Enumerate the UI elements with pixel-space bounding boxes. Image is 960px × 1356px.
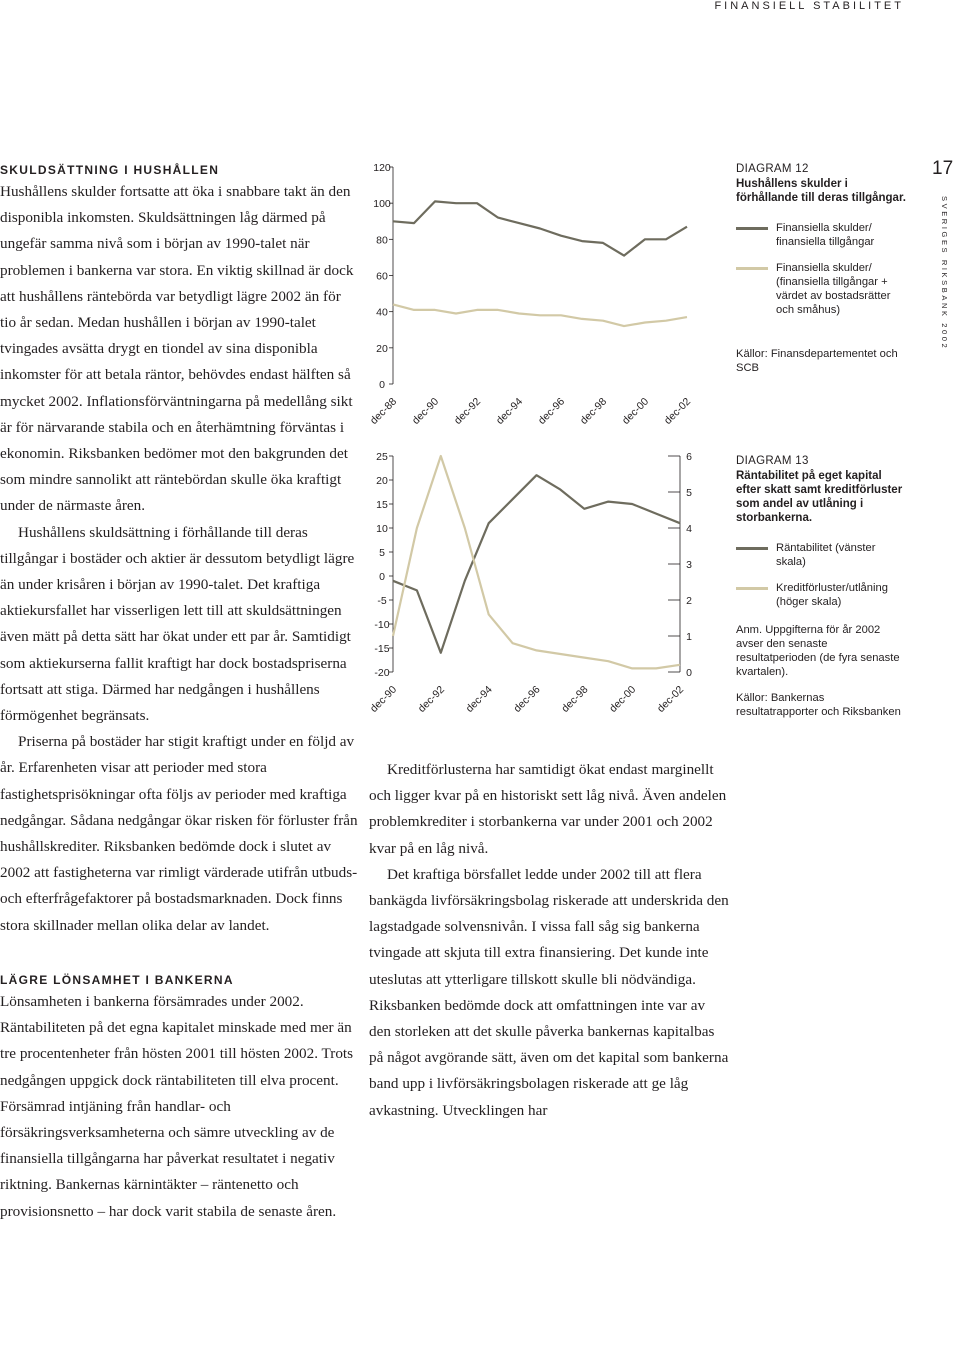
diagram-12-caption — [736, 163, 906, 375]
legend-swatch-dark — [736, 547, 768, 550]
diagram-13-caption — [736, 455, 906, 719]
diagram-12-source: Källor: Finansdepartementet och SCB — [736, 348, 898, 374]
legend-label: Finansiella skulder/ (finansiella tillgångar + värdet av bostadsrätter och småhus) — [776, 262, 891, 316]
legend-swatch-dark — [736, 227, 768, 230]
legend-swatch-light — [736, 267, 768, 270]
legend-label: Finansiella skulder/ finansiella tillgångar — [776, 222, 875, 248]
y-tick-label: 100 — [373, 198, 391, 211]
paragraph: Det kraftiga börsfallet ledde under 2002 till att flera bankägda livförsäkringsbolag riskerade att underskrida den lagstadgade solvensnivån. I vissa fall såg sig bankerna tvingade att skjuta till extra finansiering. Det kunde inte uteslutas att ytterligare tillskott skulle bli nödvändiga. Riksbanken bedömde dock att omfattningen inte var av den storleken att det skulle påverka bankernas kapitalbas på något avgörande sätt, även om det kapital som bankerna band upp i livförsäkringsbolagen riskerade att ge låg avkastning. Utvecklingen har — [369, 865, 729, 1119]
diagram-13-chart — [360, 445, 705, 730]
left-y-tick-label: 5 — [379, 547, 385, 559]
x-tick-label: dec-92 — [451, 395, 484, 427]
x-tick-label: dec-94 — [493, 395, 526, 427]
x-tick-label: dec-00 — [619, 395, 652, 427]
right-y-tick-label: 0 — [686, 667, 692, 679]
page-number: 17 — [932, 158, 954, 179]
x-tick-label: dec-94 — [463, 683, 495, 715]
x-tick-label: dec-02 — [661, 395, 694, 427]
x-tick-label: dec-96 — [511, 683, 543, 715]
x-tick-label: dec-90 — [409, 395, 442, 427]
left-y-tick-label: 20 — [376, 475, 388, 487]
left-y-tick-label: 10 — [376, 523, 388, 535]
diagram-13-title: Räntabilitet på eget kapital efter skatt samt kreditförluster som andel av utlåning i storbankerna. — [736, 470, 903, 524]
paragraph: Priserna på bostäder har stigit kraftigt under en följd av år. Erfarenheten visar att perioder med stora fastighetsprisökningar ofta följs av perioder med kraftiga nedgångar. Sådana nedgångar ökar risken för förluster från hushållskrediter. Riksbanken bedömde dock i slutet av 2002 att fastigheterna var rimligt värderade utifrån utbuds- och efterfrågefaktorer på bostadsmarknaden. Dock finns stora skillnader mellan olika delar av landet. — [0, 733, 358, 934]
diagram-12-chart — [360, 155, 705, 430]
diagram-13-label: DIAGRAM 13 — [736, 455, 809, 467]
legend-item — [736, 221, 906, 249]
y-tick-label: 0 — [379, 379, 385, 391]
x-tick-label: dec-98 — [577, 395, 610, 427]
legend-label: Räntabilitet (vänster skala) — [776, 542, 876, 568]
diagram-12-title: Hushållens skulder i förhållande till deras tillgångar. — [736, 178, 906, 204]
right-y-tick-label: 2 — [686, 595, 692, 607]
y-tick-label: 60 — [376, 270, 388, 283]
paragraph: Lönsamheten i bankerna försämrades under 2002. Räntabiliteten på det egna kapitalet minskade med mer än tre procentenheter från hösten 2001 till hösten 2002. Trots nedgången uppgick dock räntabiliteten till elva procent. Försämrad intjäning från handlar- och försäkringsverksamheterna och sämre utveckling av de finansiella tillgångarna har påverkat resultatet i negativ riktning. Bankernas kärnintäkter – räntenetto och provisionsnetto – har dock varit stabila de senaste åren. — [0, 992, 354, 1220]
left-y-tick-label: 15 — [376, 499, 388, 511]
x-tick-label: dec-96 — [535, 395, 568, 427]
y-tick-label: 40 — [376, 306, 388, 319]
running-head: FINANSIELL STABILITET — [714, 0, 904, 12]
y-tick-label: 20 — [376, 342, 388, 355]
legend-item — [736, 581, 906, 609]
middle-text-column — [369, 757, 729, 1124]
left-y-tick-label: -15 — [374, 643, 390, 655]
series-line-2 — [393, 456, 680, 668]
x-tick-label: dec-88 — [367, 395, 400, 427]
diagram-12-label: DIAGRAM 12 — [736, 163, 809, 175]
y-tick-label: 120 — [373, 162, 391, 174]
series-line-2 — [393, 304, 687, 326]
x-tick-label: dec-98 — [559, 683, 591, 715]
left-y-tick-label: 25 — [376, 451, 388, 463]
series-line-1 — [393, 201, 687, 255]
paragraph: Hushållens skulder fortsatte att öka i snabbare takt än den disponibla inkomsten. Skuldsättningen låg därmed på ungefär samma nivå som i början av 1990-talet när problemen i bankerna var stora. En viktig skillnad är dock att hushållens räntebörda var betydligt lägre 2002 än för tio år sedan. Medan hushållen i början av 1990-talet tvingades avsätta drygt en tiondel av sina disponibla inkomster för att betala räntor, behövdes endast hälften så mycket 2002. Inflationsförväntningarna på medellång sikt är för närvarande stabila och en återhämtning förväntas i ekonomin. Riksbanken bedömer mot den bakgrunden det som mindre sannolikt att räntebördan skulle öka kraftigt under de närmaste åren. — [0, 183, 354, 515]
section-heading-household-debt: SKULDSÄTTNING I HUSHÅLLEN — [0, 163, 220, 177]
section-heading-bank-profitability: LÄGRE LÖNSAMHET I BANKERNA — [0, 972, 234, 987]
x-tick-label: dec-92 — [415, 683, 447, 715]
legend-item — [736, 261, 906, 317]
diagram-13-note: Anm. Uppgifterna för år 2002 avser den senaste resultatperioden (de fyra senaste kvartalen). — [736, 624, 900, 678]
right-y-tick-label: 4 — [686, 523, 692, 535]
legend-item — [736, 541, 906, 569]
left-y-tick-label: -10 — [374, 619, 390, 631]
legend-swatch-light — [736, 587, 768, 590]
right-y-tick-label: 6 — [686, 451, 692, 463]
y-tick-label: 80 — [376, 234, 388, 247]
x-tick-label: dec-02 — [654, 683, 687, 715]
series-line-1 — [393, 475, 680, 653]
diagram-13-source: Källor: Bankernas resultatrapporter och Riksbanken — [736, 692, 901, 718]
right-y-tick-label: 1 — [686, 631, 692, 643]
left-y-tick-label: -20 — [374, 667, 390, 679]
paragraph: Kreditförlusterna har samtidigt ökat endast marginellt och ligger kvar på en historiskt sett låg nivå. Även andelen problemkrediter i storbankerna var under 2001 och 2002 kvar på en låg nivå. — [369, 761, 727, 857]
paragraph: Hushållens skuldsättning i förhållande till deras tillgångar i bostäder och aktier är dessutom betydligt lägre än under krisåren i början av 1990-talet. Det kraftiga aktiekursfallet har visserligen lett till att skuldsättningen även mätt på detta sätt har ökat under ett par år. Samtidigt som aktiekurserna fallit kraftigt har dock bostadspriserna fortsatt att stiga. Därmed har nedgången i hushållens förmögenhet begränsats. — [0, 523, 355, 725]
left-y-tick-label: -5 — [377, 595, 387, 607]
right-y-tick-label: 3 — [686, 559, 692, 571]
x-tick-label: dec-00 — [607, 683, 639, 715]
left-text-column — [0, 161, 360, 1225]
legend-label: Kreditförluster/utlåning (höger skala) — [776, 582, 888, 608]
vertical-publisher-tag: SVERIGES RIKSBANK 2002 — [940, 196, 949, 351]
x-tick-label: dec-90 — [367, 683, 400, 715]
right-y-tick-label: 5 — [686, 487, 692, 499]
left-y-tick-label: 0 — [379, 571, 385, 583]
